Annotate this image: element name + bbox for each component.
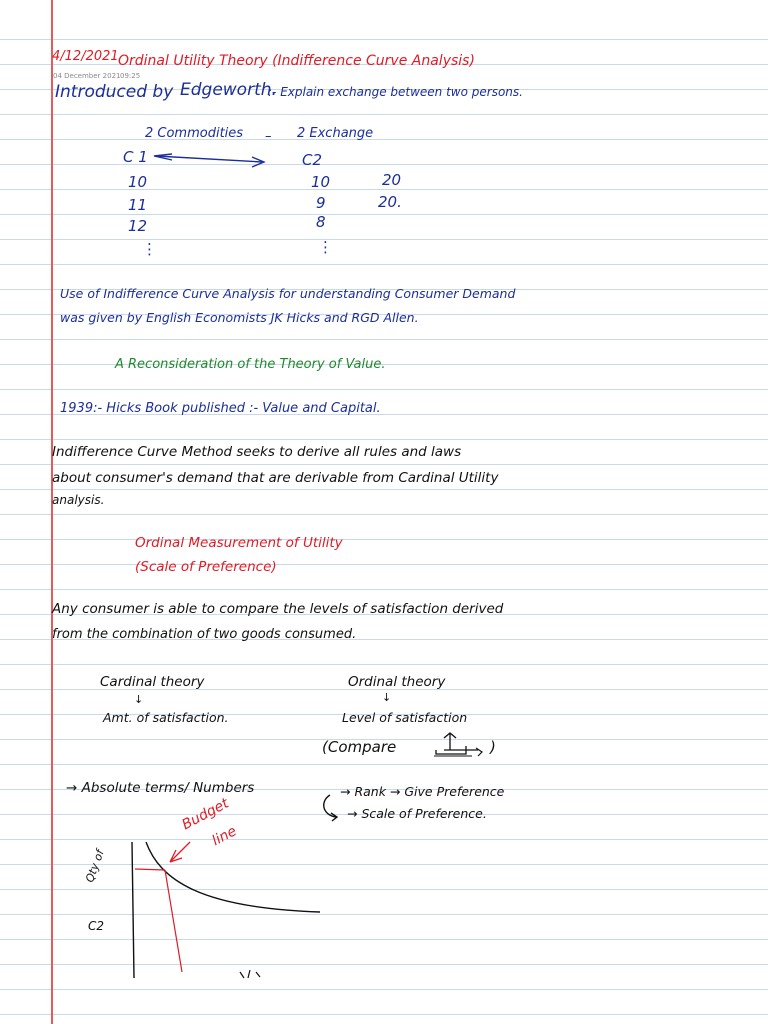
hicks-book: 1939:- Hicks Book published :- Value and Capital. bbox=[60, 401, 381, 416]
use-line-1: Use of Indifference Curve Analysis for understanding Consumer Demand bbox=[60, 286, 516, 301]
cardinal-arrow: ↓ bbox=[134, 693, 144, 706]
budget-arrow-icon bbox=[170, 842, 190, 862]
cardinal-amount: Amt. of satisfaction. bbox=[103, 710, 229, 725]
page-date: 4/12/2021 bbox=[52, 49, 119, 64]
compare-label: (Compare bbox=[322, 738, 397, 756]
stamp-date: 04 December 2021 bbox=[53, 72, 121, 80]
scale-preference: → Scale of Preference. bbox=[347, 806, 487, 821]
dash: – bbox=[265, 129, 272, 144]
any-consumer-line-1: Any consumer is able to compare the levels of satisfaction derived bbox=[52, 601, 504, 617]
method-line-3: analysis. bbox=[52, 493, 105, 507]
c1-label: C 1 bbox=[123, 148, 148, 166]
any-consumer-line-2: from the combination of two goods consumed. bbox=[52, 627, 357, 642]
c1-value: 12 bbox=[128, 217, 148, 235]
c2-value: 10 bbox=[311, 173, 331, 191]
introduced-by: Introduced by bbox=[55, 82, 174, 102]
reconsideration: A Reconsideration of the Theory of Value. bbox=[115, 357, 386, 372]
c1-value: 10 bbox=[128, 173, 148, 191]
ordinal-level: Level of satisfaction bbox=[342, 710, 468, 725]
two-exchange: 2 Exchange bbox=[297, 126, 374, 141]
indifference-curve bbox=[146, 842, 320, 912]
c2-value: 9 bbox=[316, 194, 326, 212]
c2-label: C2 bbox=[302, 151, 323, 169]
ordinal-theory: Ordinal theory bbox=[348, 674, 446, 690]
c2-ellipsis: ⋮ bbox=[318, 238, 333, 256]
ordinal-arrow: ↓ bbox=[382, 691, 392, 704]
c2-value: 8 bbox=[316, 213, 326, 231]
stamp-time: 09:25 bbox=[120, 72, 141, 80]
y-axis-label: Qty of bbox=[83, 848, 107, 885]
total-value: 20. bbox=[378, 193, 402, 211]
explain-text: :- Explain exchange between two persons. bbox=[268, 85, 523, 99]
budget-label-word-2: line bbox=[209, 823, 240, 850]
budget-label-word-1: Budget bbox=[179, 795, 232, 834]
rank-preference: → Rank → Give Preference bbox=[340, 784, 505, 799]
absolute-terms: → Absolute terms/ Numbers bbox=[66, 780, 255, 796]
y-axis-sub: C2 bbox=[88, 919, 105, 933]
two-commodities: 2 Commodities bbox=[145, 126, 244, 141]
budget-line bbox=[165, 870, 182, 972]
horizontal-guide bbox=[135, 869, 165, 870]
y-axis bbox=[132, 842, 134, 978]
ordinal-subheading: (Scale of Preference) bbox=[135, 559, 277, 575]
edgeworth: Edgeworth. bbox=[180, 80, 277, 100]
method-line-2: about consumer's demand that are derivable from Cardinal Utility bbox=[52, 470, 499, 486]
c1-value: 11 bbox=[128, 196, 148, 214]
x-axis-scribble bbox=[240, 970, 260, 978]
page-title: Ordinal Utility Theory (Indifference Curve Analysis) bbox=[118, 53, 475, 69]
c1-ellipsis: ⋮ bbox=[142, 240, 157, 258]
use-line-2: was given by English Economists JK Hicks and RGD Allen. bbox=[60, 310, 419, 325]
compare-close: ) bbox=[490, 738, 496, 756]
total-value: 20 bbox=[382, 171, 402, 189]
ordinal-heading: Ordinal Measurement of Utility bbox=[135, 535, 343, 551]
cardinal-theory: Cardinal theory bbox=[100, 674, 205, 690]
method-line-1: Indifference Curve Method seeks to derive all rules and laws bbox=[52, 444, 462, 460]
